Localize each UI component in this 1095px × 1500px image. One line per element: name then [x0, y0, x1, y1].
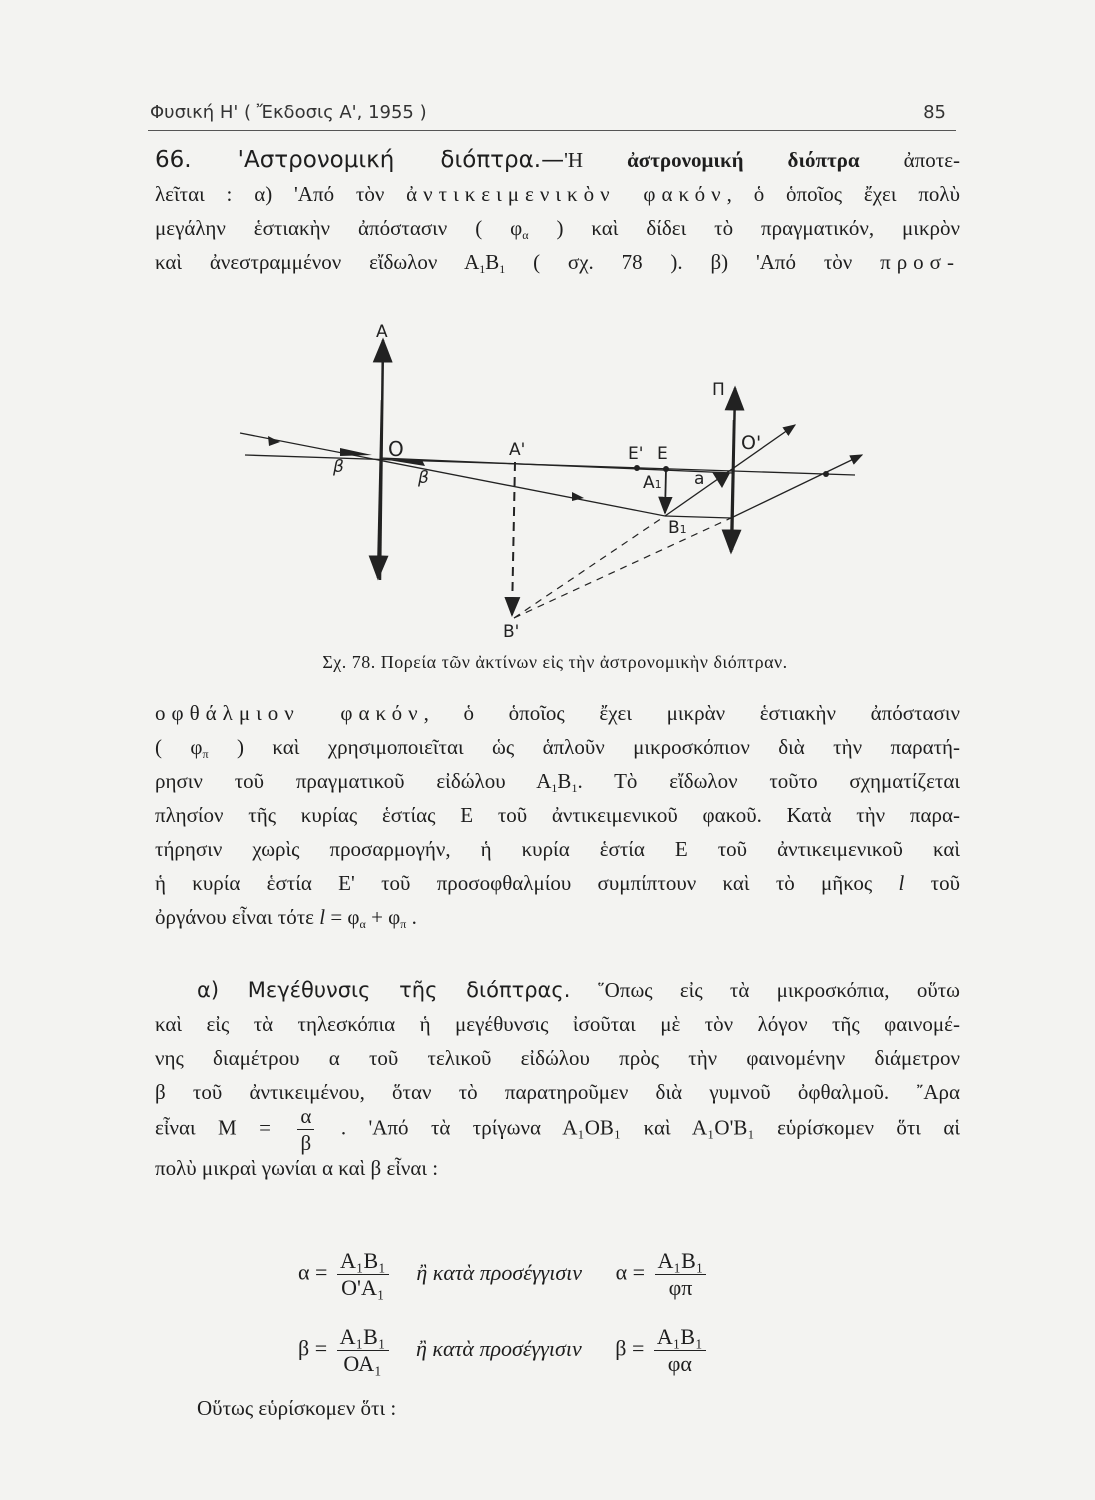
text-line [155, 832, 960, 866]
equation-rhs: α = [615, 1259, 646, 1285]
text-run: τήρησιν χωρὶς προσαρμογήν, ἡ κυρία ἑστία Ε τοῦ ἀντικειμενικοῦ καὶ [155, 837, 960, 861]
formula-prefix: εἶναι Μ = [155, 1115, 271, 1140]
text-line [155, 1007, 960, 1041]
fraction [337, 1248, 389, 1301]
label-B1 [668, 518, 687, 538]
label-O: O [388, 437, 404, 461]
numerator: Α₁Β₁ [337, 1248, 389, 1275]
label-beta-left: β [333, 457, 344, 477]
label-Pi: Π [712, 380, 725, 400]
text-line [155, 730, 960, 764]
section-heading: 66. 'Αστρονομική διόπτρα.— [155, 147, 565, 173]
text-line [155, 1041, 960, 1075]
text-line [155, 764, 960, 798]
equation-alpha [298, 1248, 710, 1301]
denominator: φα [667, 1351, 692, 1376]
text-run: , ὁ ὁποῖος ἔχει πολὺ [726, 182, 961, 206]
label-E: E [657, 444, 668, 464]
label-B1-letter: B [668, 518, 680, 538]
label-alpha: a [694, 469, 705, 489]
text-run-italic: l [898, 871, 905, 895]
figure-caption: Σχ. 78. Πορεία τῶν ἀκτίνων εἰς τὴν ἀστρονομικὴν διόπτραν. [322, 652, 788, 672]
text-run: μεγάλην ἑστιακὴν ἀπόστασιν ( φ [155, 216, 523, 240]
text-run-italic: l [319, 905, 326, 929]
fraction [654, 1324, 706, 1377]
subscript: 1 [571, 781, 578, 795]
text-run: = φ [325, 905, 360, 929]
text-run: , ὁ ὁποῖος ἔχει μικρὰν ἑστιακὴν ἀπόστασιν [423, 701, 961, 725]
subscript: α [522, 228, 529, 242]
equation-lhs: α = [298, 1259, 328, 1285]
page-number: 85 [923, 102, 946, 123]
incoming-ray [240, 433, 665, 516]
approximation-text: ἢ κατὰ προσέγγισιν [416, 1259, 583, 1285]
label-A1-letter: A [643, 473, 655, 493]
label-A1-sub: 1 [654, 478, 662, 491]
formula-suffix: . 'Από τὰ τρίγωνα Α₁ΟΒ₁ καὶ Α₁Ο'Β₁ εὑρίσκομεν ὅτι αἱ [340, 1115, 961, 1140]
image-arrow [665, 469, 666, 513]
equation-lhs: β = [298, 1335, 328, 1361]
virtual-image-arrow [512, 462, 515, 615]
denominator: β [300, 1131, 312, 1155]
text-run: καὶ ἀνεστραμμένον εἴδωλον Α [155, 250, 480, 274]
subscript: π [400, 917, 407, 931]
ray-diagram-figure [0, 0, 1095, 700]
header-title: Φυσική Η' ( Ἔκδοσις Α', 1955 ) [150, 102, 427, 123]
denominator: Ο'Α₁ [341, 1275, 385, 1300]
subscript: α [359, 917, 366, 931]
label-B-prime: B' [503, 622, 520, 642]
text-run: ) καὶ δίδει τὸ πραγματικόν, μικρὸν [528, 216, 960, 240]
label-A: A [376, 322, 388, 342]
label-A-prime: A' [509, 440, 526, 460]
denominator: φπ [668, 1275, 693, 1300]
subscript: 1 [479, 262, 486, 276]
paragraph-magnification [155, 973, 960, 1109]
equation-beta [298, 1324, 710, 1377]
text-line [155, 696, 960, 730]
label-E-prime: E' [628, 444, 644, 464]
magnification-formula-line [155, 1103, 960, 1185]
text-run-sans: α) Μεγέθυνσις τῆς διόπτρας. [197, 978, 571, 1002]
numerator: Α₁Β₁ [655, 1248, 707, 1275]
text-run: νης διαμέτρου α τοῦ τελικοῦ εἰδώλου πρὸς τὴν φαινομένην διάμετρον [155, 1046, 960, 1070]
denominator: ΟΑ₁ [343, 1351, 382, 1376]
text-run: Β [557, 769, 572, 793]
text-run-bold: ἀστρονομική διόπτρα [627, 148, 860, 172]
text-run: 'Η [564, 148, 628, 172]
equation-rhs: β = [615, 1335, 645, 1361]
text-run: ἡ κυρία ἑστία Ε' τοῦ προσοφθαλμίου συμπίπτουν καὶ τὸ μῆκος [155, 871, 899, 895]
text-run: ) καὶ χρησιμοποιεῖται ὡς ἁπλοῦν μικροσκόπιον διὰ τὴν παρατή- [208, 735, 960, 759]
label-A1 [643, 473, 662, 493]
numerator: Α₁Β₁ [654, 1324, 706, 1351]
subscript: 1 [551, 781, 558, 795]
text-line [155, 973, 960, 1007]
numerator: α [297, 1103, 314, 1130]
text-run: . [406, 905, 417, 929]
text-run: ἀποτε- [859, 148, 961, 172]
text-line [155, 900, 960, 934]
text-run: τοῦ [904, 871, 960, 895]
subscript: 1 [499, 262, 506, 276]
numerator: Α₁Β₁ [337, 1324, 389, 1351]
text-run-spaced: προσ- [880, 250, 960, 274]
text-run: ρησιν τοῦ πραγματικοῦ εἰδώλου Α [155, 769, 552, 793]
fraction [655, 1248, 707, 1301]
text-line [155, 798, 960, 832]
text-run: καὶ εἰς τὰ τηλεσκόπια ἡ μεγέθυνσις ἰσοῦται μὲ τὸν λόγον τῆς φαινομέ- [155, 1012, 960, 1036]
label-O-prime: O' [741, 432, 762, 454]
text-line: Οὕτως εὑρίσκομεν ὅτι : [197, 1396, 397, 1420]
text-run-spaced: ἀντικειμενικὸν φακόν [406, 182, 727, 206]
fraction [337, 1324, 389, 1377]
text-run: Β [485, 250, 500, 274]
text-run: ὀργάνου εἶναι τότε [155, 905, 320, 929]
label-B1-sub: 1 [679, 523, 687, 536]
text-run: β τοῦ ἀντικειμένου, ὅταν τὸ παρατηροῦμεν διὰ γυμνοῦ ὀφθαλμοῦ. ῎Αρα [155, 1080, 960, 1104]
text-run: + φ [365, 905, 401, 929]
closing-line [197, 1391, 797, 1425]
text-run: ῞Οπως εἰς τὰ μικροσκόπια, οὕτω [570, 978, 960, 1002]
text-run: ( φ [155, 735, 203, 759]
label-beta-right: β [418, 468, 429, 488]
text-run: . Τὸ εἴδωλον τοῦτο σχηματίζεται [577, 769, 960, 793]
text-line [155, 866, 960, 900]
paragraph-eyepiece [155, 696, 960, 934]
subscript: π [202, 747, 209, 761]
text-line: πολὺ μικραὶ γωνίαι α καὶ β εἶναι : [155, 1156, 439, 1180]
text-run-spaced: οφθάλμιον φακόν [155, 701, 424, 725]
fraction-alpha-over-beta [297, 1103, 314, 1156]
text-run: πλησίον τῆς κυρίας ἑστίας Ε τοῦ ἀντικειμενικοῦ φακοῦ. Κατὰ τὴν παρα- [155, 803, 960, 827]
text-run: ( σχ. 78 ). β) 'Από τὸν [505, 250, 881, 274]
text-run: λεῖται : α) 'Από τὸν [155, 182, 407, 206]
approximation-text: ἢ κατὰ προσέγγισιν [416, 1335, 582, 1361]
